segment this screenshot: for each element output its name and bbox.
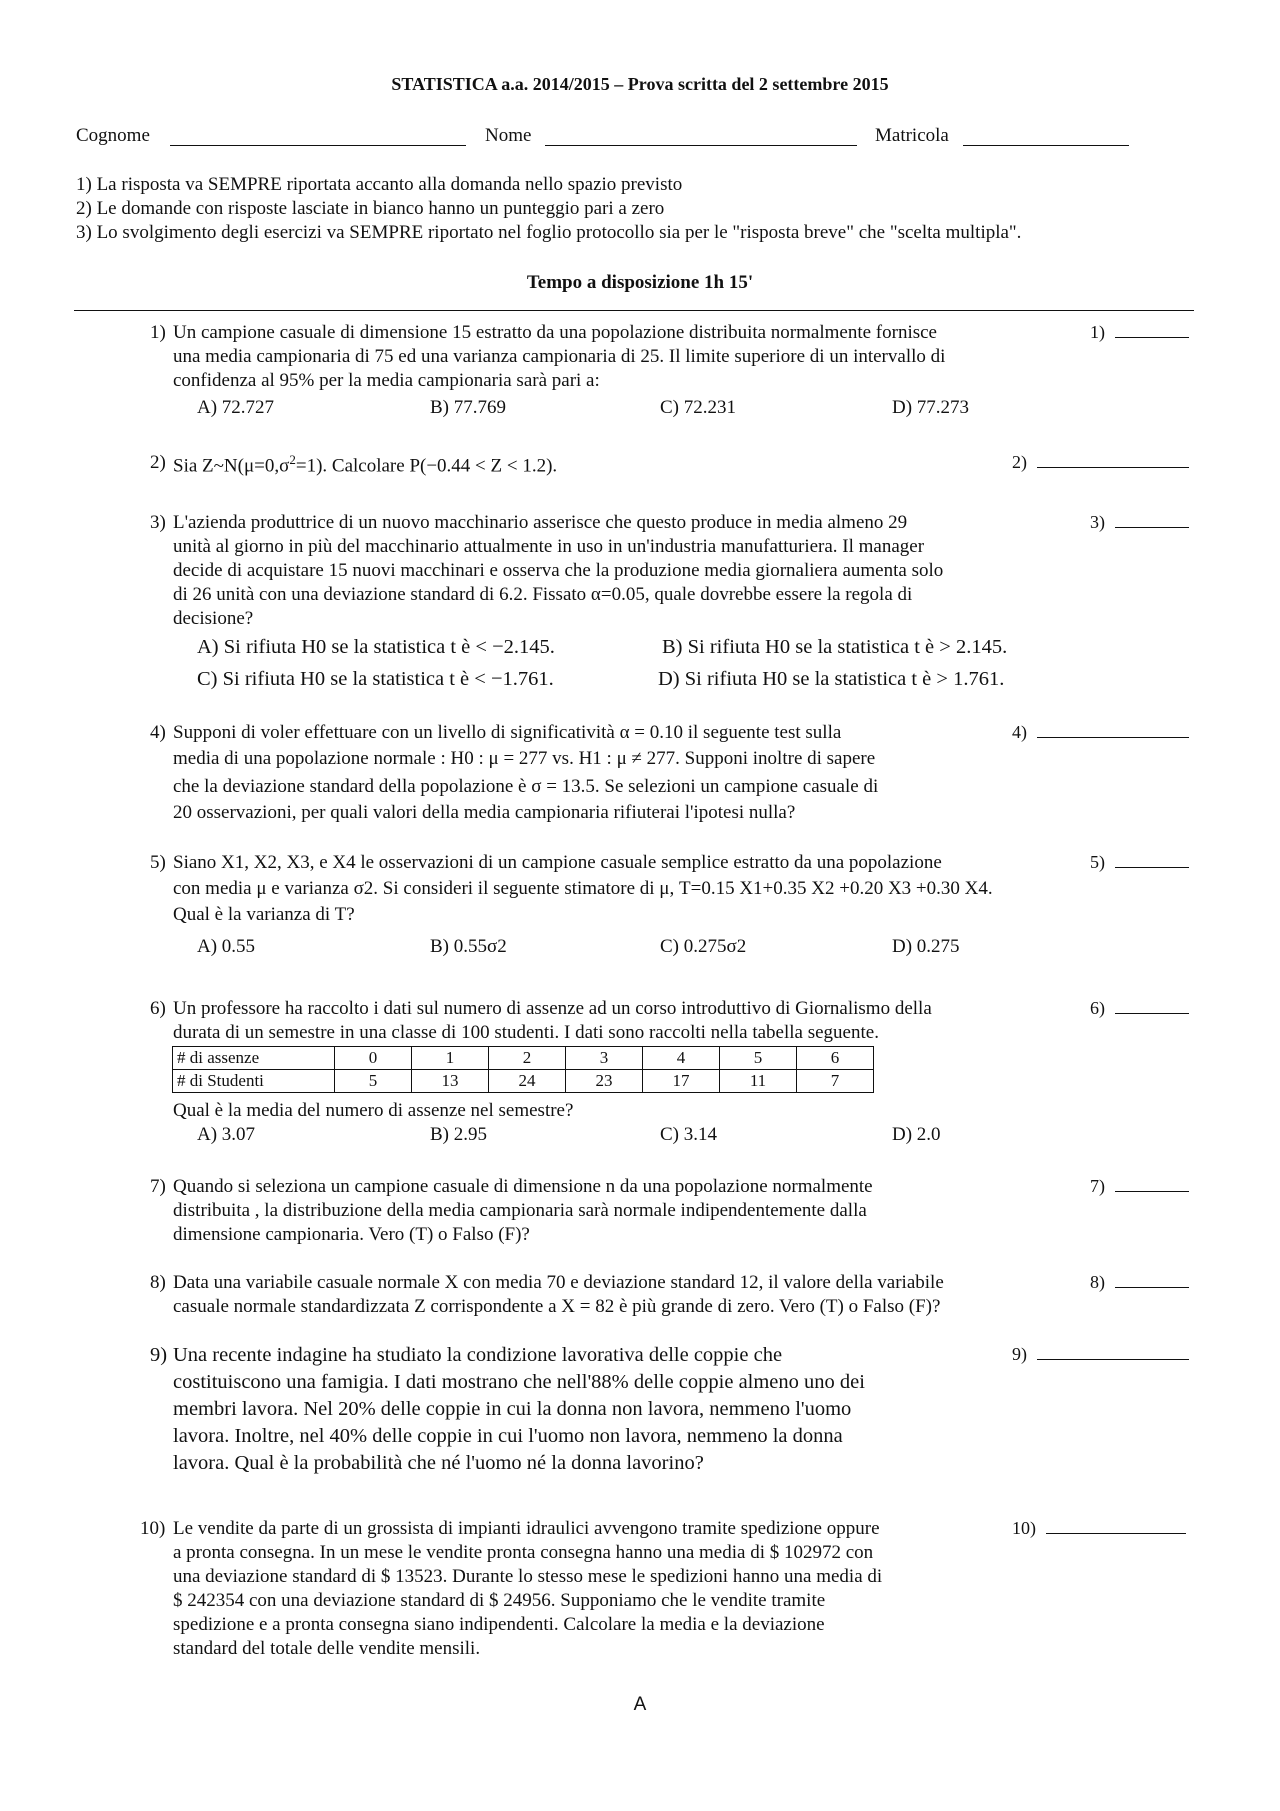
q7-text-line: Quando si seleziona un campione casuale di dimensione n da una popolazione normalmente: [173, 1176, 873, 1197]
q2-number: 2): [150, 452, 166, 473]
q9-text-line: membri lavora. Nel 20% delle coppie in cui la donna non lavora, nemmeno l'uomo: [173, 1398, 852, 1420]
matricola-field[interactable]: [963, 145, 1129, 146]
q2-text-post: =1). Calcolare P(−0.44 < Z < 1.2).: [295, 455, 558, 477]
q5-option-b[interactable]: B) 0.55σ2: [430, 936, 507, 957]
rule-line-1: 1) La risposta va SEMPRE riportata accanto alla domanda nello spazio previsto: [76, 174, 683, 195]
q6-answer-slot[interactable]: [1090, 998, 1189, 1019]
q6-question: Qual è la media del numero di assenze nel semestre?: [173, 1100, 574, 1121]
q9-answer-line[interactable]: [1037, 1357, 1189, 1360]
q9-answer-slot[interactable]: [1012, 1344, 1189, 1365]
q8-answer-slot[interactable]: [1090, 1272, 1189, 1293]
q6-answer-label: 6): [1090, 998, 1105, 1018]
q3-text-line: L'azienda produttrice di un nuovo macchinario asserisce che questo produce in media almeno 29: [173, 512, 908, 533]
q9-text-line: costituiscono una famigia. I dati mostrano che nell'88% delle coppie almeno uno dei: [173, 1371, 865, 1393]
q10-text-line: spedizione e a pronta consegna siano indipendenti. Calcolare la media e la deviazione: [173, 1614, 825, 1635]
q2-text: [173, 452, 557, 477]
q5-option-d[interactable]: D) 0.275: [892, 936, 960, 957]
q10-text-line: $ 242354 con una deviazione standard di $ 24956. Supponiamo che le vendite tramite: [173, 1590, 826, 1611]
q2-answer-slot[interactable]: [1012, 452, 1189, 473]
table-cell: 5: [720, 1047, 797, 1070]
q3-option-c[interactable]: C) Si rifiuta H0 se la statistica t è < −1.761.: [197, 668, 554, 690]
q4-answer-line[interactable]: [1037, 735, 1189, 738]
q6-text-line: Un professore ha raccolto i dati sul numero di assenze ad un corso introduttivo di Giornalismo della: [173, 998, 932, 1019]
q3-text-line: unità al giorno in più del macchinario attualmente in uso in un'industria manufatturiera. Il manager: [173, 536, 925, 557]
q3-option-b[interactable]: B) Si rifiuta H0 se la statistica t è > 2.145.: [662, 636, 1008, 658]
table-cell: 5: [335, 1070, 412, 1093]
q7-number: 7): [150, 1176, 166, 1197]
nome-label: Nome: [485, 125, 532, 146]
q6-number: 6): [150, 998, 166, 1019]
q10-text-line: una deviazione standard di $ 13523. Durante lo stesso mese le spedizioni hanno una media di: [173, 1566, 883, 1587]
time-available: Tempo a disposizione 1h 15': [526, 272, 754, 293]
table-row: [173, 1070, 874, 1093]
q9-text-line: lavora. Qual è la probabilità che né l'uomo né la donna lavorino?: [173, 1452, 704, 1474]
q3-text-line: decisione?: [173, 608, 254, 629]
q3-option-a[interactable]: A) Si rifiuta H0 se la statistica t è < −2.145.: [197, 636, 555, 658]
q1-text-line: una media campionaria di 75 ed una varianza campionaria di 25. Il limite superiore di un intervallo di: [173, 346, 946, 367]
q4-answer-label: 4): [1012, 722, 1027, 742]
q1-option-c[interactable]: C) 72.231: [660, 397, 736, 418]
q7-answer-slot[interactable]: [1090, 1176, 1189, 1197]
q5-text-line: Siano X1, X2, X3, e X4 le osservazioni di un campione casuale semplice estratto da una popolazione: [173, 852, 942, 873]
q4-text-line: che la deviazione standard della popolazione è σ = 13.5. Se selezioni un campione casuale di: [173, 776, 879, 797]
q4-text-line: 20 osservazioni, per quali valori della media campionaria rifiuterai l'ipotesi nulla?: [173, 802, 796, 823]
q3-text-line: di 26 unità con una deviazione standard di 6.2. Fissato α=0.05, quale dovrebbe essere la regola di: [173, 584, 913, 605]
cognome-label: Cognome: [76, 125, 150, 146]
q10-text-line: standard del totale delle vendite mensili.: [173, 1638, 481, 1659]
q5-option-a[interactable]: A) 0.55: [197, 936, 256, 957]
q5-text-line: con media μ e varianza σ2. Si consideri il seguente stimatore di μ, T=0.15 X1+0.35 X2 +0.20 X3 +0.30 X4.: [173, 878, 993, 899]
q1-answer-label: 1): [1090, 322, 1105, 342]
q1-answer-slot[interactable]: [1090, 322, 1189, 343]
q8-answer-line[interactable]: [1115, 1285, 1189, 1288]
q2-text-pre: Sia Z~N(μ=0,σ: [173, 455, 290, 477]
q1-answer-line[interactable]: [1115, 335, 1189, 338]
q1-text-line: confidenza al 95% per la media campionaria sarà pari a:: [173, 370, 600, 391]
q10-answer-label: 10): [1012, 1518, 1036, 1538]
q10-number: 10): [140, 1518, 166, 1539]
q2-superscript: 2: [289, 452, 296, 467]
q6-option-d[interactable]: D) 2.0: [892, 1124, 941, 1145]
table-row-label: # di assenze: [173, 1047, 335, 1070]
q4-number: 4): [150, 722, 166, 743]
q8-text-line: casuale normale standardizzata Z corrispondente a X = 82 è più grande di zero. Vero (T) o Falso (F)?: [173, 1296, 941, 1317]
q8-number: 8): [150, 1272, 166, 1293]
exam-title: STATISTICA a.a. 2014/2015 – Prova scritta del 2 settembre 2015: [391, 74, 889, 94]
exam-version-label: A: [633, 1694, 647, 1715]
q4-text-line: media di una popolazione normale : H0 : μ = 277 vs. H1 : μ ≠ 277. Supponi inoltre di sapere: [173, 748, 876, 769]
q10-text-line: a pronta consegna. In un mese le vendite pronta consegna hanno una media di $ 102972 con: [173, 1542, 874, 1563]
q3-answer-slot[interactable]: [1090, 512, 1189, 533]
q6-answer-line[interactable]: [1115, 1011, 1189, 1014]
q9-answer-label: 9): [1012, 1344, 1027, 1364]
rule-line-3: 3) Lo svolgimento degli esercizi va SEMPRE riportato nel foglio protocollo sia per le "risposta breve" che "scelta multipla".: [76, 222, 1022, 243]
q5-number: 5): [150, 852, 166, 873]
q7-text-line: distribuita , la distribuzione della media campionaria sarà normale indipendentemente dalla: [173, 1200, 867, 1221]
q10-answer-line[interactable]: [1046, 1531, 1186, 1534]
q8-text-line: Data una variabile casuale normale X con media 70 e deviazione standard 12, il valore della variabile: [173, 1272, 944, 1293]
q2-answer-label: 2): [1012, 452, 1027, 472]
table-cell: 13: [412, 1070, 489, 1093]
table-cell: 11: [720, 1070, 797, 1093]
q1-option-d[interactable]: D) 77.273: [892, 397, 970, 418]
table-cell: 4: [643, 1047, 720, 1070]
q6-text-line: durata di un semestre in una classe di 100 studenti. I dati sono raccolti nella tabella seguente.: [173, 1022, 879, 1043]
q6-option-a[interactable]: A) 3.07: [197, 1124, 256, 1145]
q1-text-line: Un campione casuale di dimensione 15 estratto da una popolazione distribuita normalmente fornisce: [173, 322, 937, 343]
q10-answer-slot[interactable]: [1012, 1518, 1186, 1539]
q1-option-a[interactable]: A) 72.727: [197, 397, 275, 418]
q9-text-line: Una recente indagine ha studiato la condizione lavorativa delle coppie che: [173, 1344, 783, 1366]
q3-number: 3): [150, 512, 166, 533]
q10-text-line: Le vendite da parte di un grossista di impianti idraulici avvengono tramite spedizione oppure: [173, 1518, 880, 1539]
header-divider: [74, 310, 1194, 311]
table-cell: 6: [797, 1047, 874, 1070]
table-cell: 24: [489, 1070, 566, 1093]
q5-option-c[interactable]: C) 0.275σ2: [660, 936, 747, 957]
q4-text-line: Supponi di voler effettuare con un livello di significatività α = 0.10 il seguente test sulla: [173, 722, 842, 743]
table-cell: 2: [489, 1047, 566, 1070]
q5-answer-label: 5): [1090, 852, 1105, 872]
cognome-field[interactable]: [170, 145, 466, 146]
table-cell: 1: [412, 1047, 489, 1070]
table-row: [173, 1047, 874, 1070]
table-cell: 23: [566, 1070, 643, 1093]
q1-number: 1): [150, 322, 166, 343]
q3-answer-label: 3): [1090, 512, 1105, 532]
q3-option-d[interactable]: D) Si rifiuta H0 se la statistica t è > 1.761.: [658, 668, 1005, 690]
q5-answer-slot[interactable]: [1090, 852, 1189, 873]
absences-table: [172, 1046, 874, 1093]
q6-option-b[interactable]: B) 2.95: [430, 1124, 487, 1145]
table-row-label: # di Studenti: [173, 1070, 335, 1093]
q5-text-line: Qual è la varianza di T?: [173, 904, 355, 925]
rule-line-2: 2) Le domande con risposte lasciate in bianco hanno un punteggio pari a zero: [76, 198, 665, 219]
q7-text-line: dimensione campionaria. Vero (T) o Falso (F)?: [173, 1224, 530, 1245]
q1-option-b[interactable]: B) 77.769: [430, 397, 506, 418]
q9-number: 9): [150, 1344, 168, 1366]
table-cell: 17: [643, 1070, 720, 1093]
q4-answer-slot[interactable]: [1012, 722, 1189, 743]
q3-text-line: decide di acquistare 15 nuovi macchinari e osserva che la produzione media giornaliera aumenta solo: [173, 560, 944, 581]
q5-answer-line[interactable]: [1115, 865, 1189, 868]
q7-answer-line[interactable]: [1115, 1189, 1189, 1192]
q7-answer-label: 7): [1090, 1176, 1105, 1196]
table-cell: 7: [797, 1070, 874, 1093]
q2-answer-line[interactable]: [1037, 465, 1189, 468]
q3-answer-line[interactable]: [1115, 525, 1189, 528]
table-cell: 0: [335, 1047, 412, 1070]
nome-field[interactable]: [545, 145, 857, 146]
table-cell: 3: [566, 1047, 643, 1070]
q8-answer-label: 8): [1090, 1272, 1105, 1292]
matricola-label: Matricola: [875, 125, 949, 146]
q6-option-c[interactable]: C) 3.14: [660, 1124, 717, 1145]
q9-text-line: lavora. Inoltre, nel 40% delle coppie in cui l'uomo non lavora, nemmeno la donna: [173, 1425, 843, 1447]
